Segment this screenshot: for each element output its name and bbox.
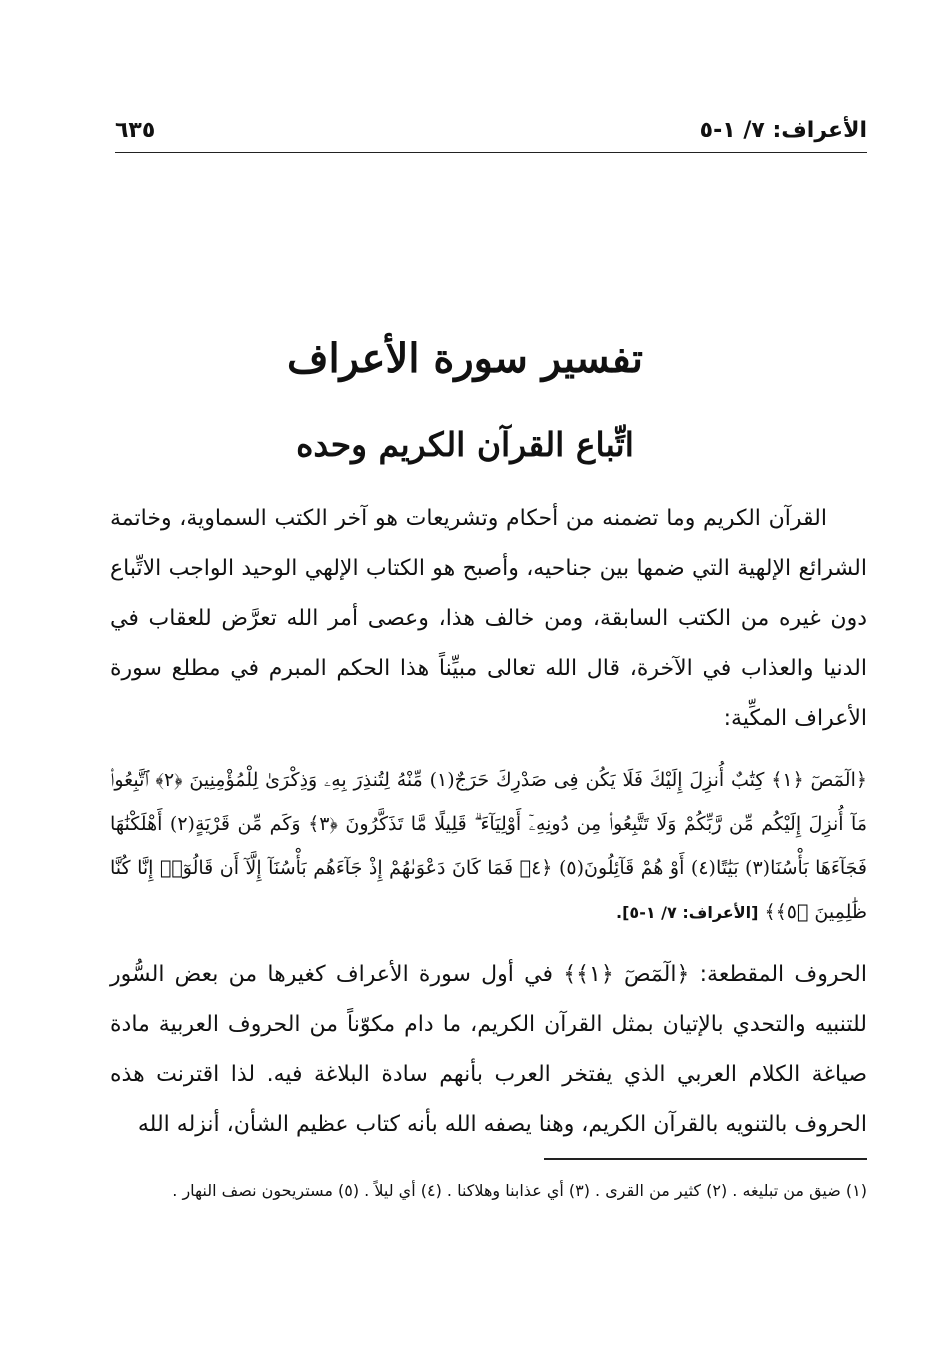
page-number: ٦٣٥: [115, 118, 156, 143]
quran-verses: [110, 758, 867, 935]
quran-reference: [الأعراف: ٧/ ١-٥].: [616, 903, 759, 922]
footnote-divider: [544, 1158, 867, 1160]
quran-text: ﴿الٓمٓصٓ ﴿١﴾ كِتَٰبٌ أُنزِلَ إِلَيْكَ فَلَا يَكُن فِى صَدْرِكَ حَرَجٌ(١) مِّنْهُ لِتُنذِرَ بِهِۦ وَذِكْرَىٰ لِلْمُؤْمِنِينَ ﴿٢﴾ ٱتَّبِعُوا۟ مَآ أُنزِلَ إِلَيْكُم مِّن رَّبِّكُمْ وَلَا تَتَّبِعُوا۟ مِن دُونِهِۦٓ أَوْلِيَآءَ ۗ قَلِيلًا مَّا تَذَكَّرُونَ ﴿٣﴾ وَكَم مِّن قَرْيَةٍ(٢) أَهْلَكْنَٰهَا فَجَآءَهَا بَأْسُنَا(٣) بَيَٰتًا(٤) أَوْ هُمْ قَآئِلُونَ(٥) ﴿٤﴾ فَمَا كَانَ دَعْوَىٰهُمْ إِذْ جَآءَهُم بَأْسُنَآ إِلَّآ أَن قَالُوٓا۟ إِنَّا كُنَّا ظَٰلِمِينَ ﴿٥﴾﴾: [110, 769, 867, 923]
footnotes: (١) ضيق من تبليغه . (٢) كثير من القرى . (٣) أي عذابنا وهلاكنا . (٤) أي ليلاً . (٥) مستريحون نصف النهار .: [172, 1181, 867, 1200]
chapter-title: تفسير سورة الأعراف: [287, 335, 643, 382]
intro-paragraph: القرآن الكريم وما تضمنه من أحكام وتشريعات هو آخر الكتب السماوية، وخاتمة الشرائع الإلهية التي ضمها بين جناحيه، وأصبح هو الكتاب الإلهي الوحيد الواجب الاتِّباع دون غيره من الكتب السابقة، ومن خالف هذا، وعصى أمر الله تعرَّض للعقاب في الدنيا والعذاب في الآخرة، قال الله تعالى مبيِّناً هذا الحكم المبرم في مطلع سورة الأعراف المكِّية:: [110, 506, 867, 731]
commentary-paragraph: الحروف المقطعة: ﴿الٓمٓصٓ ﴿١﴾﴾ في أول سورة الأعراف كغيرها من بعض السُّور للتنبيه والتحدي بالإتيان بمثل القرآن الكريم، ما دام مكوّناً من الحروف العربية مادة صياغة الكلام العربي الذي يفتخر العرب بأنهم سادة البلاغة فيه. لذا اقترنت هذه الحروف بالتنويه بالقرآن الكريم، وهنا يصفه الله بأنه كتاب عظيم الشأن، أنزله الله: [110, 962, 867, 1137]
running-title: الأعراف: ٧/ ١-٥: [699, 118, 867, 143]
section-subtitle: اتِّباع القرآن الكريم وحده: [296, 425, 634, 464]
page-header: [115, 112, 867, 153]
